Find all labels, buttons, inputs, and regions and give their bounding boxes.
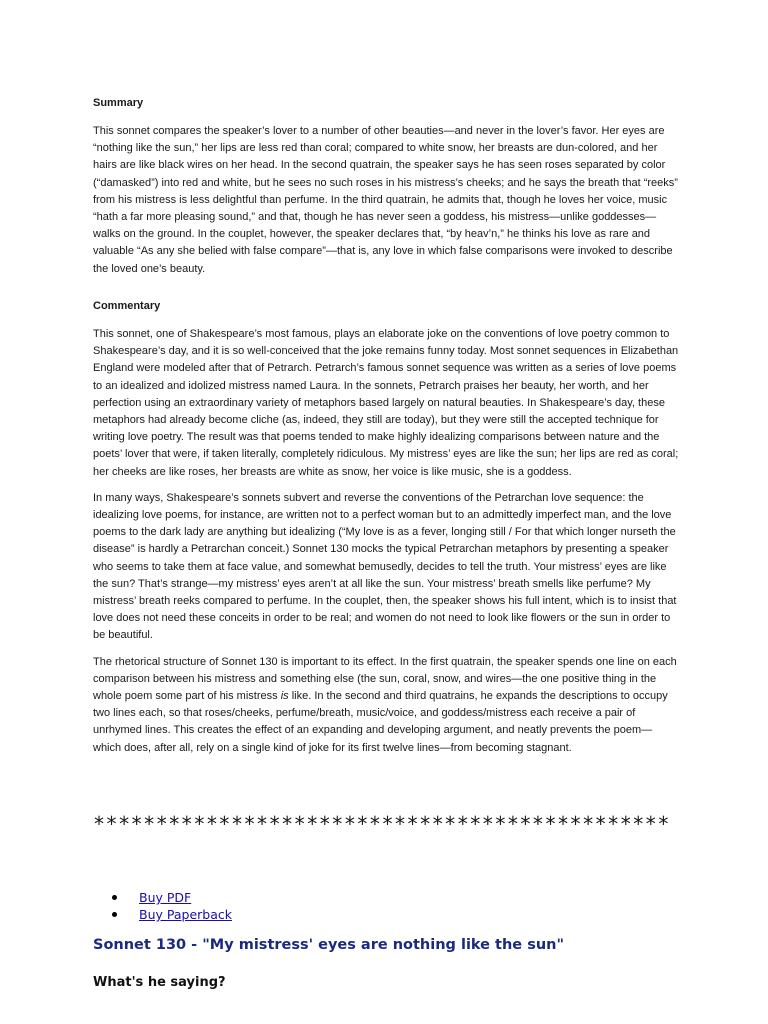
bullet-icon [112, 912, 117, 917]
commentary-heading: Commentary [93, 300, 161, 312]
summary-heading: Summary [93, 97, 144, 109]
buy-paperback-link[interactable]: Buy Paperback [139, 907, 232, 922]
bullet-icon [112, 895, 117, 900]
commentary-paragraph-1: This sonnet, one of Shakespeare’s most famous, plays an elaborate joke on the conventions of love poetry common to Shakespeare’s day, and it is so well-conceived that the joke remains funny today. Most sonnet sequences in Elizabethan England were modeled after that of Petrarch. Petrarch’s famous sonnet sequence was written as a series of love poems to an idealized and idolized mistress named Laura. In the sonnets, Petrarch praises her beauty, her worth, and her perfection using an extraordinary variety of metaphors based largely on natural beauties. In Shakespeare’s day, these metaphors had already become cliche (as, indeed, they still are today), but they were still the accepted technique for writing love poetry. The result was that poems tended to make highly idealizing comparisons between nature and the poets’ lover that were, if taken literally, completely ridiculous. My mistress’ eyes are like the sun; her lips are red as coral; her cheeks are like roses, her breasts are white as snow, her voice is like music, she is a goddess. [93, 328, 679, 478]
summary-paragraph: This sonnet compares the speaker’s lover to a number of other beauties—and never in the lover’s favor. Her eyes are “nothing like the sun,” her lips are less red than coral; compared to white snow, her breasts are dun-colored, and her hairs are like black wires on her head. In the second quatrain, the speaker says he has seen roses separated by color (“damasked”) into red and white, but he sees no such roses in his mistress’s cheeks; and he says the breath that “reeks” from his mistress is less delightful than perfume. In the third quatrain, he admits that, though he loves her voice, music “hath a far more pleasing sound,” and that, though he has never seen a goddess, his mistress—unlike goddesses—walks on the ground. In the couplet, however, the speaker declares that, “by heav’n,” he thinks his love as rare and valuable “As any she belied with false compare”—that is, any love in which false comparisons were invoked to describe the loved one’s beauty. [93, 125, 678, 275]
commentary-section [93, 299, 679, 757]
subheading: What's he saying? [93, 975, 226, 990]
buy-pdf-link[interactable]: Buy PDF [139, 890, 192, 905]
list-item [112, 889, 232, 906]
summary-section [93, 96, 679, 278]
asterisk-divider: ********************************************** [93, 812, 670, 836]
commentary-paragraph-3: The rhetorical structure of Sonnet 130 is important to its effect. In the first quatrain, the speaker spends one line on each comparison between his mistress and something else (the sun, coral, snow, and wires—the one positive thing in the whole poem some part of his mistress is like. In the second and third quatrains, he expands the descriptions to occupy two lines each, so that roses/cheeks, perfume/breath, music/voice, and goddess/mistress each receive a pair of unrhymed lines. This creates the effect of an expanding and developing argument, and neatly prevents the poem—which does, after all, rely on a single kind of joke for its first twelve lines—from becoming stagnant. [93, 655, 677, 754]
list-item [112, 906, 232, 923]
commentary-paragraph-2: In many ways, Shakespeare’s sonnets subvert and reverse the conventions of the Petrarchan love sequence: the idealizing love poems, for instance, are written not to a perfect woman but to an admittedly imperfect man, and the love poems to the dark lady are anything but idealizing (“My love is as a fever, longing still / For that which longer nurseth the disease” is hardly a Petrarchan conceit.) Sonnet 130 mocks the typical Petrarchan metaphors by presenting a speaker who seems to take them at face value, and somewhat bemusedly, decides to tell the truth. Your mistress’ eyes are like the sun? That’s strange—my mistress’ eyes aren’t at all like the sun. Your mistress’ breath smells like perfume? My mistress’ breath reeks compared to perfume. In the couplet, then, the speaker shows his full intent, which is to insist that love does not need these conceits in order to be real; and women do not need to look like flowers or the sun in order to be beautiful. [93, 491, 677, 642]
purchase-links-list [112, 889, 232, 923]
sonnet-title: Sonnet 130 - "My mistress' eyes are nothing like the sun" [93, 937, 565, 953]
